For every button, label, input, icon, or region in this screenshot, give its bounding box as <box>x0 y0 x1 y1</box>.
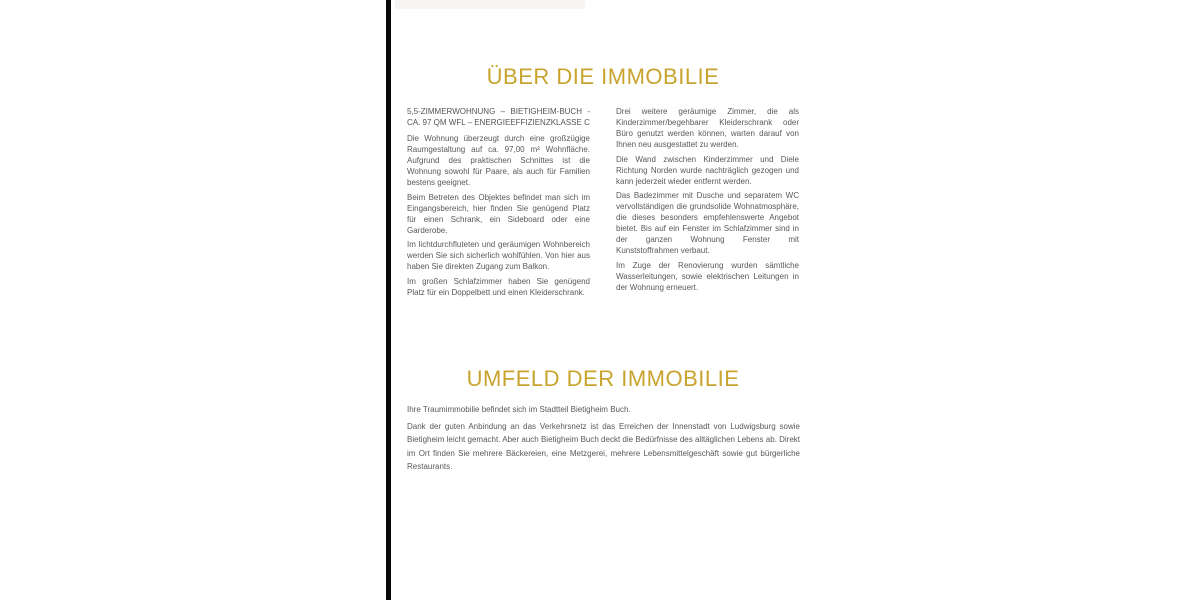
about-paragraph: Im lichtdurchfluteten und geräumigen Wohnbereich werden Sie sich sicherlich wohlfühlen. Von hier aus haben Sie direkten Zugang zum Balkon. <box>407 240 590 271</box>
about-paragraph: Die Wohnung überzeugt durch eine großzügige Raumgestaltung auf ca. 97,00 m² Wohnfläche. Aufgrund des praktischen Schnittes ist die Wohnung sowohl für Paare, als auch für Familien bestens geeignet. <box>407 134 590 187</box>
about-left-column <box>407 106 590 301</box>
umfeld-text-block <box>407 403 800 477</box>
property-headline: 5,5-ZIMMERWOHNUNG – BIETIGHEIM-BUCH - CA. 97 QM WFL – ENERGIEEFFIZIENZKLASSE C <box>407 107 590 127</box>
umfeld-paragraph: Ihre Traumimmobilie befindet sich im Stadtteil Bietigheim Buch. <box>407 405 631 414</box>
about-paragraph: Die Wand zwischen Kinderzimmer und Diele Richtung Norden wurde nachträglich gezogen und kann jederzeit wieder entfernt werden. <box>616 154 799 186</box>
umfeld-paragraph: Dank der guten Anbindung an das Verkehrsnetz ist das Erreichen der Innenstadt von Ludwigsburg sowie Bietigheim leicht gemacht. Aber auch Bietigheim Buch deckt die Bedürfnisse des alltäglichen Lebens ab. Direkt im Ort finden Sie mehrere Bäckereien, eine Metzgerei, mehrere Lebensmittelgeschäft sowie gut bürgerliche Restaurants. <box>407 421 800 471</box>
about-text-columns <box>407 106 799 301</box>
section-title-umfeld: UMFELD DER IMMOBILIE <box>466 366 740 391</box>
about-paragraph: Beim Betreten des Objektes befindet man sich im Eingangsbereich, hier finden Sie genügend Platz für einen Schrank, ein Sideboard oder eine Garderobe. <box>407 192 590 235</box>
about-paragraph: Im großen Schlafzimmer haben Sie genügend Platz für ein Doppelbett und einen Kleiderschrank. <box>407 276 590 297</box>
section-title-about: ÜBER DIE IMMOBILIE <box>486 64 720 89</box>
about-paragraph: Im Zuge der Renovierung wurden sämtliche Wasserleitungen, sowie elektrischen Leitungen in der Wohnung erneuert. <box>616 260 799 292</box>
page-left-border <box>386 0 391 600</box>
photo-edge-remnant <box>395 0 585 9</box>
about-right-column <box>616 106 799 301</box>
about-paragraph: Drei weitere geräumige Zimmer, die als Kinderzimmer/begehbarer Kleiderschrank oder Büro genutzt werden können, warten darauf von Ihnen neu ausgestattet zu werden. <box>616 107 799 149</box>
about-paragraph: Das Badezimmer mit Dusche und separatem WC vervollständigen die grundsolide Wohnatmosphäre, die dieses besonders empfehlenswerte Angebot bietet. Bis auf ein Fenster im Schlafzimmer sind in der ganzen Wohnung Fenster mit Kunststoffrahmen verbaut. <box>616 191 799 255</box>
